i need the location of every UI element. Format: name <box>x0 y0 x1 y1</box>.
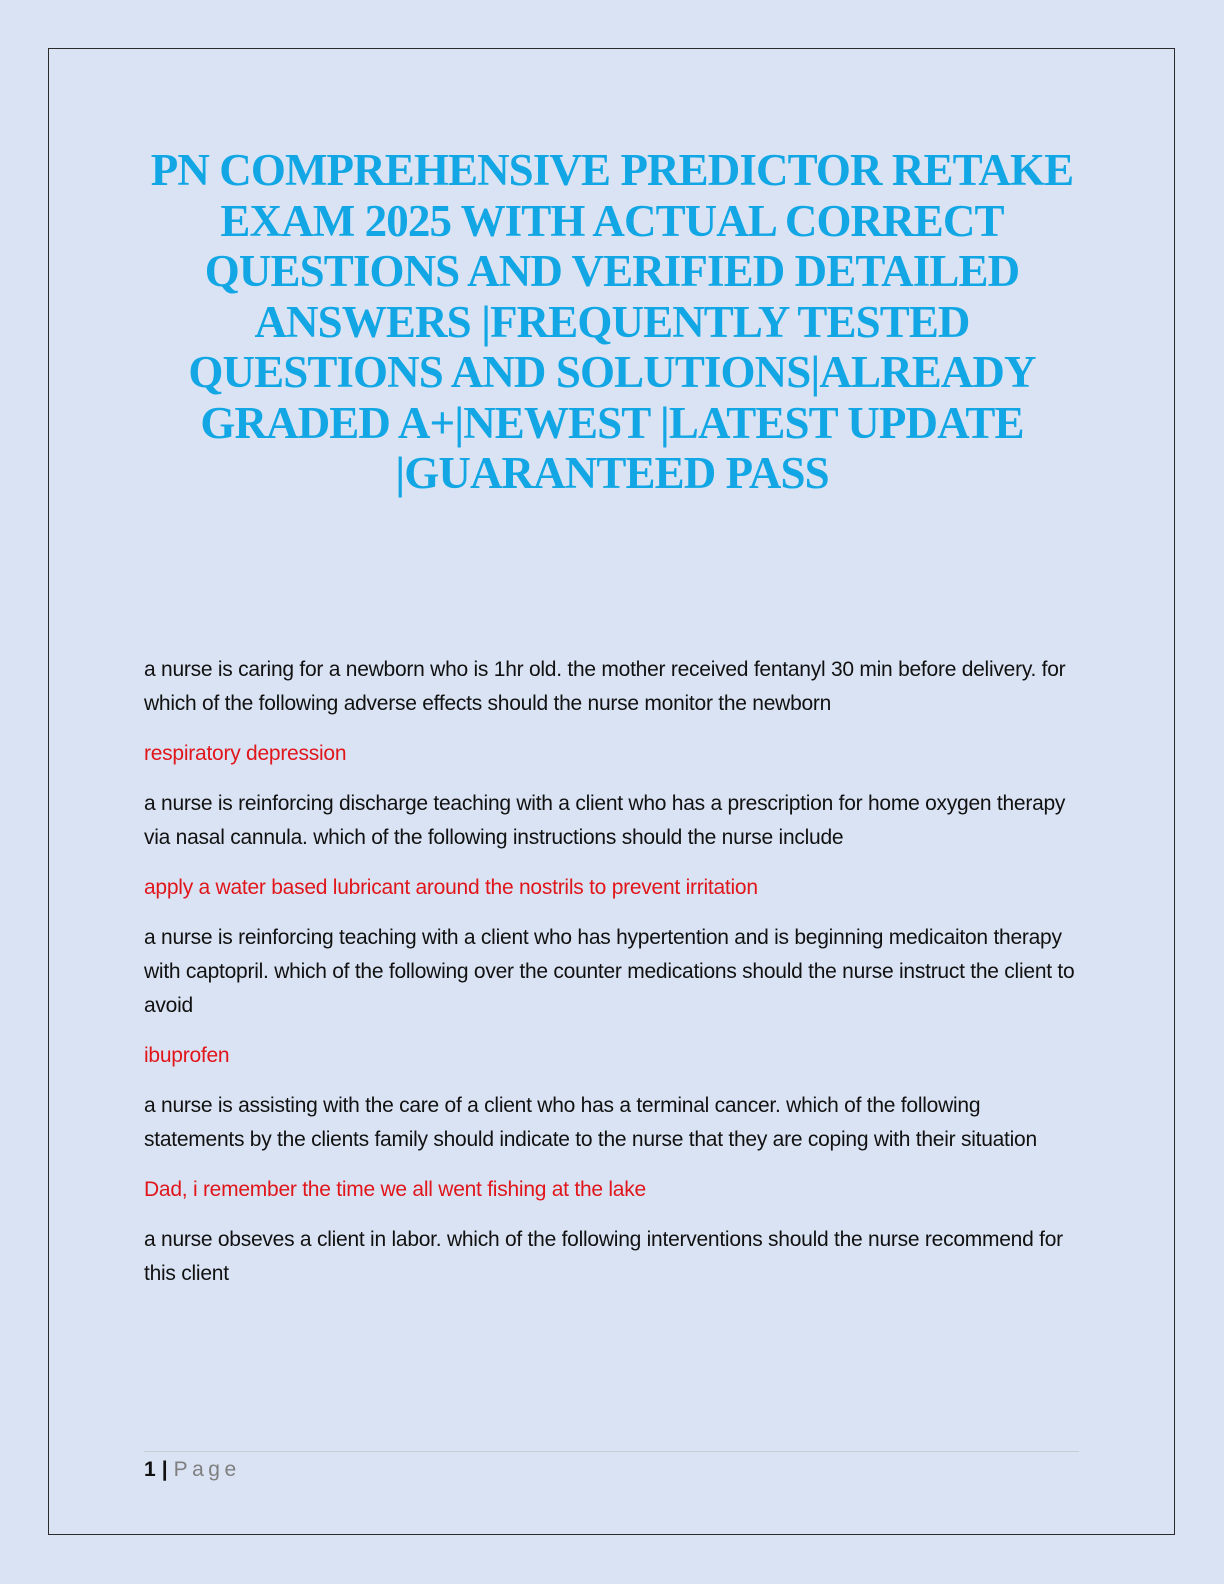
question-5: a nurse obseves a client in labor. which of the following interventions should the nurse recommend for this client <box>144 1228 1063 1285</box>
question-2: a nurse is reinforcing discharge teaching with a client who has a prescription for home oxygen therapy via nasal cannula. which of the following instructions should the nurse include <box>144 792 1066 849</box>
document-title: PN COMPREHENSIVE PREDICTOR RETAKE EXAM 2025 WITH ACTUAL CORRECT QUESTIONS AND VERIFIED DETAILED ANSWERS |FREQUENTLY TESTED QUESTIONS AND SOLUTIONS|ALREADY GRADED A+|NEWEST |LATEST UPDATE |GUARANTEED PASS <box>150 145 1074 498</box>
question-1: a nurse is caring for a newborn who is 1hr old. the mother received fentanyl 30 min before delivery. for which of the following adverse effects should the nurse monitor the newborn <box>144 658 1066 715</box>
page-label: Page <box>173 1458 241 1481</box>
page-footer <box>144 1451 1079 1485</box>
question-3: a nurse is reinforcing teaching with a client who has hypertention and is beginning medicaiton therapy with captopril. which of the following over the counter medications should the nurse instruct the client to avoid <box>144 926 1075 1017</box>
question-4: a nurse is assisting with the care of a client who has a terminal cancer. which of the following statements by the clients family should indicate to the nurse that they are coping with their situation <box>144 1094 1037 1151</box>
answer-3: ibuprofen <box>144 1044 230 1067</box>
page-number: 1 <box>144 1458 156 1481</box>
answer-4: Dad, i remember the time we all went fishing at the lake <box>144 1178 646 1201</box>
answer-2: apply a water based lubricant around the nostrils to prevent irritation <box>144 876 758 899</box>
answer-1: respiratory depression <box>144 742 347 765</box>
footer-separator: | <box>161 1458 168 1481</box>
question-answer-list <box>144 653 1079 1307</box>
